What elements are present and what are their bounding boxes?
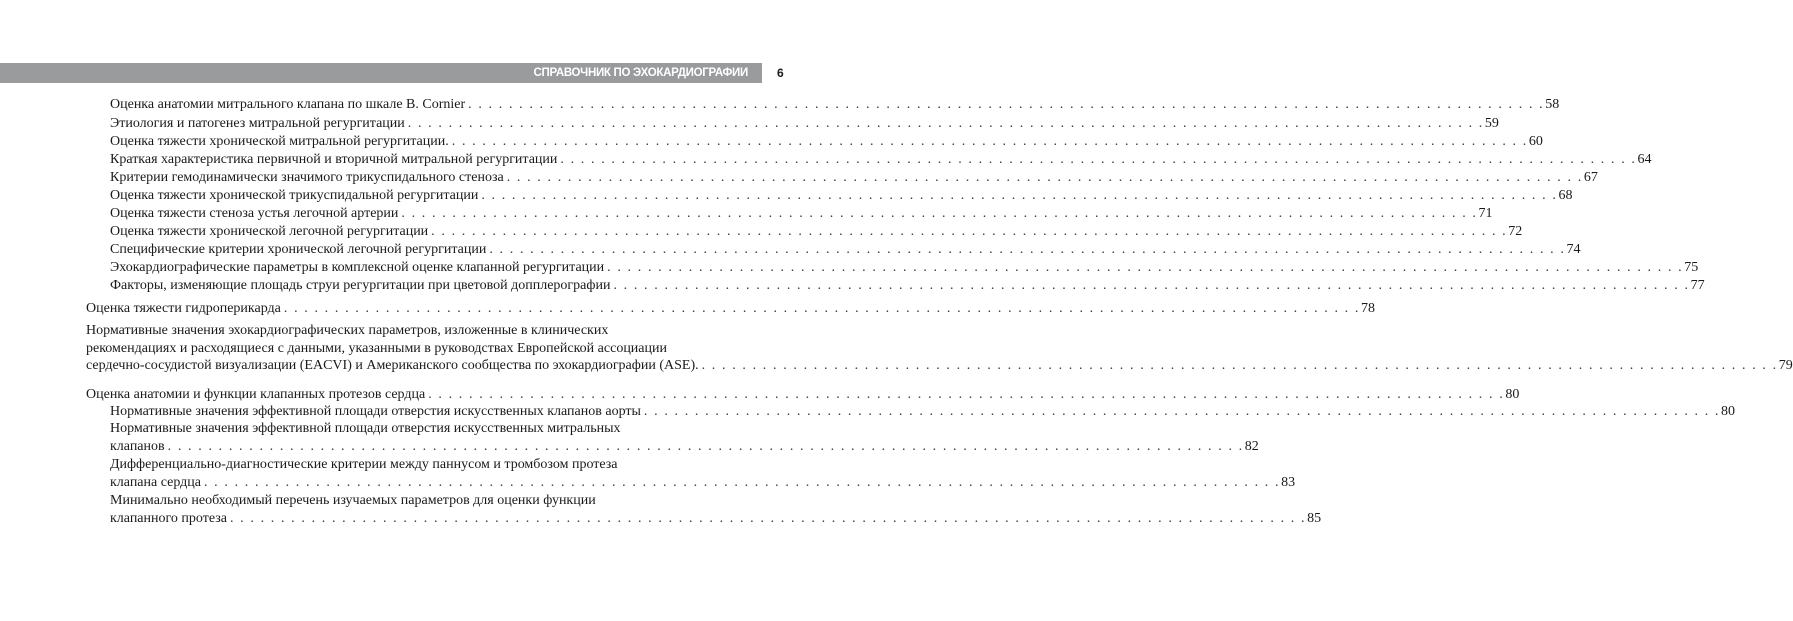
toc-entry-page: 58 <box>1545 97 1560 112</box>
toc-entry-page: 75 <box>1684 260 1699 275</box>
dot-leader: . . . . . . . . . . . . . . . . . . . . . . . . . . . . . . . . . . . . . . . . . . . . . . . . . . . . . . . . . . . . . . . . . . . . . . . . . . . . . . . . . . . . . . . . . . . . . . . . . . . . . . . . . . <box>203 474 1281 490</box>
toc-entry-page: 80 <box>1505 387 1520 402</box>
page-number: 6 <box>777 66 784 80</box>
toc-entry-title: рекомендациях и расходящиеся с данными, указанными в руководствах Европейской ассоциации <box>86 340 667 356</box>
toc-entry-title: клапанов <box>110 438 165 454</box>
toc-entry <box>86 300 1375 318</box>
dot-leader: . . . . . . . . . . . . . . . . . . . . . . . . . . . . . . . . . . . . . . . . . . . . . . . . . . . . . . . . . . . . . . . . . . . . . . . . . . . . . . . . . . . . . . . . . . . . . . . . . . . . . . . . . . <box>468 97 1545 112</box>
toc-entry-title: сердечно-сосудистой визуализации (EACVI) и Американского сообщества по эхокардиографии (ASE). <box>86 358 699 373</box>
toc-entry-page: 71 <box>1478 206 1493 221</box>
toc-entry-page: 82 <box>1244 438 1259 454</box>
toc-entry <box>110 187 1573 205</box>
toc-entry-title: Оценка тяжести гидроперикарда <box>86 301 281 316</box>
toc-entry <box>110 169 1598 187</box>
running-header-title: СПРАВОЧНИК ПО ЭХОКАРДИОГРАФИИ <box>533 67 748 79</box>
dot-leader: . . . . . . . . . . . . . . . . . . . . . . . . . . . . . . . . . . . . . . . . . . . . . . . . . . . . . . . . . . . . . . . . . . . . . . . . . . . . . . . . . . . . . . . . . . . . . . . . . . . . . . . . . . <box>643 404 1721 419</box>
toc-entry-page: 77 <box>1690 278 1705 293</box>
toc-entry-title: Дифференциально-диагностические критерии между паннусом и тромбозом протеза <box>110 457 618 472</box>
toc-entry-title: Минимально необходимый перечень изучаемых параметров для оценки функции <box>110 493 596 508</box>
toc-entry <box>110 241 1581 259</box>
toc-entry <box>110 456 1296 491</box>
running-header-bar <box>0 63 762 83</box>
dot-leader: . . . . . . . . . . . . . . . . . . . . . . . . . . . . . . . . . . . . . . . . . . . . . . . . . . . . . . . . . . . . . . . . . . . . . . . . . . . . . . . . . . . . . . . . . . . . . . . . . . . . . . . . . . <box>506 170 1583 185</box>
toc-entry <box>110 96 1560 114</box>
toc-entry-page: 80 <box>1721 404 1736 419</box>
toc-entry <box>110 151 1652 169</box>
dot-leader: . . . . . . . . . . . . . . . . . . . . . . . . . . . . . . . . . . . . . . . . . . . . . . . . . . . . . . . . . . . . . . . . . . . . . . . . . . . . . . . . . . . . . . . . . . . . . . . . . . . . . . . . . . <box>229 510 1307 526</box>
toc-entry-title: клапана сердца <box>110 474 201 490</box>
dot-leader: . . . . . . . . . . . . . . . . . . . . . . . . . . . . . . . . . . . . . . . . . . . . . . . . . . . . . . . . . . . . . . . . . . . . . . . . . . . . . . . . . . . . . . . . . . . . . . . . . . . . . . . . . . <box>451 134 1528 149</box>
toc-entry <box>110 133 1543 151</box>
dot-leader: . . . . . . . . . . . . . . . . . . . . . . . . . . . . . . . . . . . . . . . . . . . . . . . . . . . . . . . . . . . . . . . . . . . . . . . . . . . . . . . . . . . . . . . . . . . . . . . . . . . . . . . . . . <box>431 224 1508 239</box>
dot-leader: . . . . . . . . . . . . . . . . . . . . . . . . . . . . . . . . . . . . . . . . . . . . . . . . . . . . . . . . . . . . . . . . . . . . . . . . . . . . . . . . . . . . . . . . . . . . . . . . . . . . . . . . . . <box>481 188 1558 203</box>
toc-entry-page: 74 <box>1566 242 1581 257</box>
toc-entry <box>86 322 1793 375</box>
toc-entry-title: Критерии гемодинамически значимого трикуспидального стеноза <box>110 170 504 185</box>
toc-entry <box>110 259 1699 277</box>
toc-entry-title: Нормативные значения эффективной площади отверстия искусственных клапанов аорты <box>110 404 641 419</box>
toc-entry-title: Специфические критерии хронической легочной регургитации <box>110 242 487 257</box>
toc-entry-page: 72 <box>1508 224 1523 239</box>
dot-leader: . . . . . . . . . . . . . . . . . . . . . . . . . . . . . . . . . . . . . . . . . . . . . . . . . . . . . . . . . . . . . . . . . . . . . . . . . . . . . . . . . . . . . . . . . . . . . . . . . . . . . . . . . . <box>560 152 1637 167</box>
toc-entry-page: 60 <box>1528 134 1543 149</box>
dot-leader: . . . . . . . . . . . . . . . . . . . . . . . . . . . . . . . . . . . . . . . . . . . . . . . . . . . . . . . . . . . . . . . . . . . . . . . . . . . . . . . . . . . . . . . . . . . . . . . . . . . . . . . . . . <box>428 387 1505 402</box>
dot-leader: . . . . . . . . . . . . . . . . . . . . . . . . . . . . . . . . . . . . . . . . . . . . . . . . . . . . . . . . . . . . . . . . . . . . . . . . . . . . . . . . . . . . . . . . . . . . . . . . . . . . . . . . . . <box>701 358 1778 373</box>
dot-leader: . . . . . . . . . . . . . . . . . . . . . . . . . . . . . . . . . . . . . . . . . . . . . . . . . . . . . . . . . . . . . . . . . . . . . . . . . . . . . . . . . . . . . . . . . . . . . . . . . . . . . . . . . . <box>401 206 1478 221</box>
dot-leader: . . . . . . . . . . . . . . . . . . . . . . . . . . . . . . . . . . . . . . . . . . . . . . . . . . . . . . . . . . . . . . . . . . . . . . . . . . . . . . . . . . . . . . . . . . . . . . . . . . . . . . . . . . <box>607 260 1684 275</box>
toc-entry-title: Краткая характеристика первичной и вторичной митральной регургитации <box>110 152 558 167</box>
toc-entry <box>110 277 1705 295</box>
toc-entry-title: Нормативные значения эхокардиографических параметров, изложенные в клинических <box>86 323 609 338</box>
toc-entry-page: 67 <box>1583 170 1598 185</box>
toc-entry <box>110 420 1259 455</box>
toc-entry-title: Нормативные значения эффективной площади отверстия искусственных митральных <box>110 421 621 436</box>
toc-entry-title: Оценка тяжести хронической легочной регургитации <box>110 224 429 239</box>
toc-entry <box>110 223 1523 241</box>
toc-entry-title: Этиология и патогенез митральной регургитации <box>110 116 405 131</box>
toc-entry-title: Оценка тяжести хронической трикуспидальной регургитации <box>110 188 479 203</box>
toc-entry-title: Оценка анатомии и функции клапанных протезов сердца <box>86 387 426 402</box>
toc-entry <box>110 115 1499 133</box>
toc-entry-page: 79 <box>1778 358 1793 373</box>
dot-leader: . . . . . . . . . . . . . . . . . . . . . . . . . . . . . . . . . . . . . . . . . . . . . . . . . . . . . . . . . . . . . . . . . . . . . . . . . . . . . . . . . . . . . . . . . . . . . . . . . . . . . . . . . . <box>613 278 1690 293</box>
toc-entry <box>110 492 1322 527</box>
toc-entry-title: Оценка тяжести хронической митральной регургитации. <box>110 134 449 149</box>
dot-leader: . . . . . . . . . . . . . . . . . . . . . . . . . . . . . . . . . . . . . . . . . . . . . . . . . . . . . . . . . . . . . . . . . . . . . . . . . . . . . . . . . . . . . . . . . . . . . . . . . . . . . . . . . . <box>489 242 1566 257</box>
toc-entry-page: 85 <box>1307 510 1322 526</box>
dot-leader: . . . . . . . . . . . . . . . . . . . . . . . . . . . . . . . . . . . . . . . . . . . . . . . . . . . . . . . . . . . . . . . . . . . . . . . . . . . . . . . . . . . . . . . . . . . . . . . . . . . . . . . . . . <box>407 116 1484 131</box>
toc-entry-page: 59 <box>1484 116 1499 131</box>
toc-entry-title: Факторы, изменяющие площадь струи регургитации при цветовой допплерографии <box>110 278 611 293</box>
toc-entry-page: 68 <box>1558 188 1573 203</box>
toc-entry-page: 64 <box>1637 152 1652 167</box>
toc-entry-page: 78 <box>1360 301 1375 316</box>
toc-entry-title: Оценка тяжести стеноза устья легочной артерии <box>110 206 399 221</box>
toc-entry <box>110 205 1493 223</box>
toc-entry-title: Оценка анатомии митрального клапана по шкале В. Cornier <box>110 97 466 112</box>
toc-entry-title: клапанного протеза <box>110 510 227 526</box>
toc-entry <box>110 403 1736 421</box>
toc-entry-page: 83 <box>1281 474 1296 490</box>
toc-entry-title: Эхокардиографические параметры в комплексной оценке клапанной регургитации <box>110 260 605 275</box>
dot-leader: . . . . . . . . . . . . . . . . . . . . . . . . . . . . . . . . . . . . . . . . . . . . . . . . . . . . . . . . . . . . . . . . . . . . . . . . . . . . . . . . . . . . . . . . . . . . . . . . . . . . . . . . . . <box>167 438 1244 454</box>
dot-leader: . . . . . . . . . . . . . . . . . . . . . . . . . . . . . . . . . . . . . . . . . . . . . . . . . . . . . . . . . . . . . . . . . . . . . . . . . . . . . . . . . . . . . . . . . . . . . . . . . . . . . . . . . . <box>283 301 1360 316</box>
toc-entry <box>86 386 1520 404</box>
